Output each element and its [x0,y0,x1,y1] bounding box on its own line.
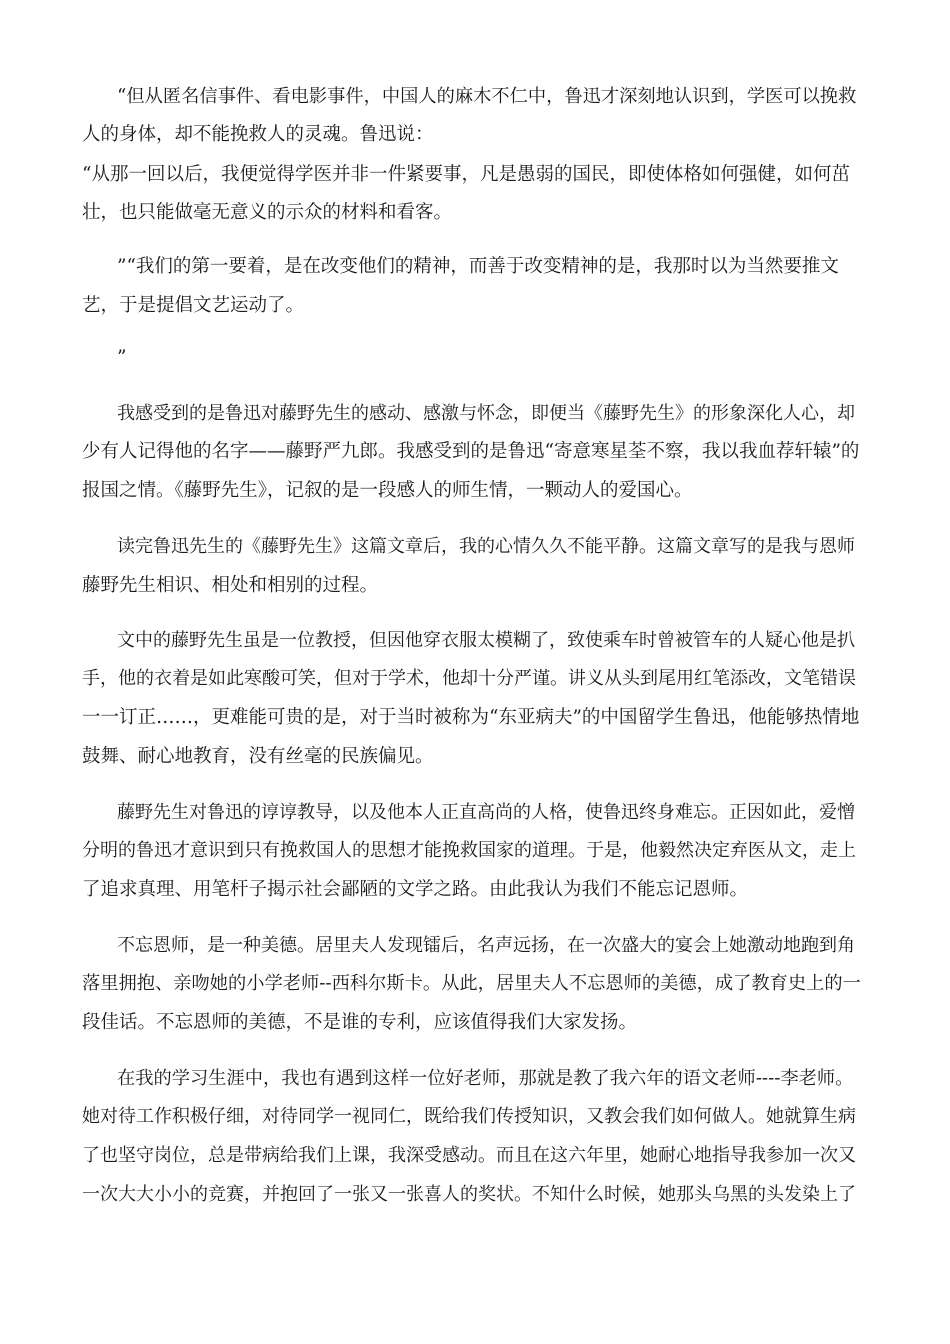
paragraph-7-line-3: 一一订正……，更难能可贵的是，对于当时被称为“东亚病夫”的中国留学生鲁迅，他能够热情地 [82,707,860,728]
paragraph-8-line-2: 分明的鲁迅才意识到只有挽救国人的思想才能挽救国家的道理。于是，他毅然决定弃医从文，走上 [82,840,856,861]
paragraph-10-line-2: 她对待工作积极仔细，对待同学一视同仁，既给我们传授知识，又教会我们如何做人。她就算生病 [82,1106,856,1127]
paragraph-8-line-1: 藤野先生对鲁迅的谆谆教导，以及他本人正直高尚的人格，使鲁迅终身难忘。正因如此，爱憎 [117,802,855,823]
paragraph-10-line-4: 一次大大小小的竞赛，并抱回了一张又一张喜人的奖状。不知什么时候，她那头乌黑的头发染上了 [82,1184,856,1205]
paragraph-10-line-3: 了也坚守岗位，总是带病给我们上课，我深受感动。而且在这六年里，她耐心地指导我参加一次又 [82,1145,856,1166]
paragraph-5-line-3: 报国之情。《藤野先生》，记叙的是一段感人的师生情，一颗动人的爱国心。 [82,480,693,501]
paragraph-2-line-2: 壮，也只能做毫无意义的示众的材料和看客。 [82,202,453,223]
paragraph-5-line-2: 少有人记得他的名字——藤野严九郎。我感受到的是鲁迅“寄意寒星荃不察，我以我血荐轩辕”的 [82,441,860,462]
paragraph-2-line-1: “从那一回以后，我便觉得学医并非一件紧要事，凡是愚弱的国民，即使体格如何强健，如何茁 [82,164,850,185]
paragraph-1-line-1: “但从匿名信事件、看电影事件，中国人的麻木不仁中，鲁迅才深刻地认识到，学医可以挽救 [117,86,857,107]
paragraph-9-line-1: 不忘恩师，是一种美德。居里夫人发现镭后，名声远扬，在一次盛大的宴会上她激动地跑到角 [117,935,855,956]
paragraph-9-line-2: 落里拥抱、亲吻她的小学老师--西科尔斯卡。从此，居里夫人不忘恩师的美德，成了教育史上的一 [82,973,861,994]
paragraph-6-line-1: 读完鲁迅先生的《藤野先生》这篇文章后，我的心情久久不能平静。这篇文章写的是我与恩师 [117,536,855,557]
paragraph-1-line-2: 人的身体，却不能挽救人的灵魂。鲁迅说： [82,124,434,145]
paragraph-10-line-1: 在我的学习生涯中，我也有遇到这样一位好老师，那就是教了我六年的语文老师----李老师。 [117,1068,854,1089]
paragraph-5-line-1: 我感受到的是鲁迅对藤野先生的感动、感激与怀念，即便当《藤野先生》的形象深化人心，却 [117,403,855,424]
paragraph-6-line-2: 藤野先生相识、相处和相别的过程。 [82,575,379,596]
paragraph-8-line-3: 了追求真理、用笔杆子揭示社会鄙陋的文学之路。由此我认为我们不能忘记恩师。 [82,879,749,900]
paragraph-3-line-2: 艺，于是提倡文艺运动了。 [82,295,305,316]
paragraph-4-line-1: ” [117,347,127,368]
paragraph-7-line-1: 文中的藤野先生虽是一位教授，但因他穿衣服太模糊了，致使乘车时曾被管车的人疑心他是扒 [117,630,855,651]
paragraph-3-line-1: ”“我们的第一要着，是在改变他们的精神，而善于改变精神的是，我那时以为当然要推文 [117,256,839,277]
paragraph-7-line-2: 手，他的衣着是如此寒酸可笑，但对于学术，他却十分严谨。讲义从头到尾用红笔添改，文笔错误 [82,668,856,689]
paragraph-9-line-3: 段佳话。不忘恩师的美德，不是谁的专利，应该值得我们大家发扬。 [82,1012,638,1033]
paragraph-7-line-4: 鼓舞、耐心地教育，没有丝毫的民族偏见。 [82,746,434,767]
